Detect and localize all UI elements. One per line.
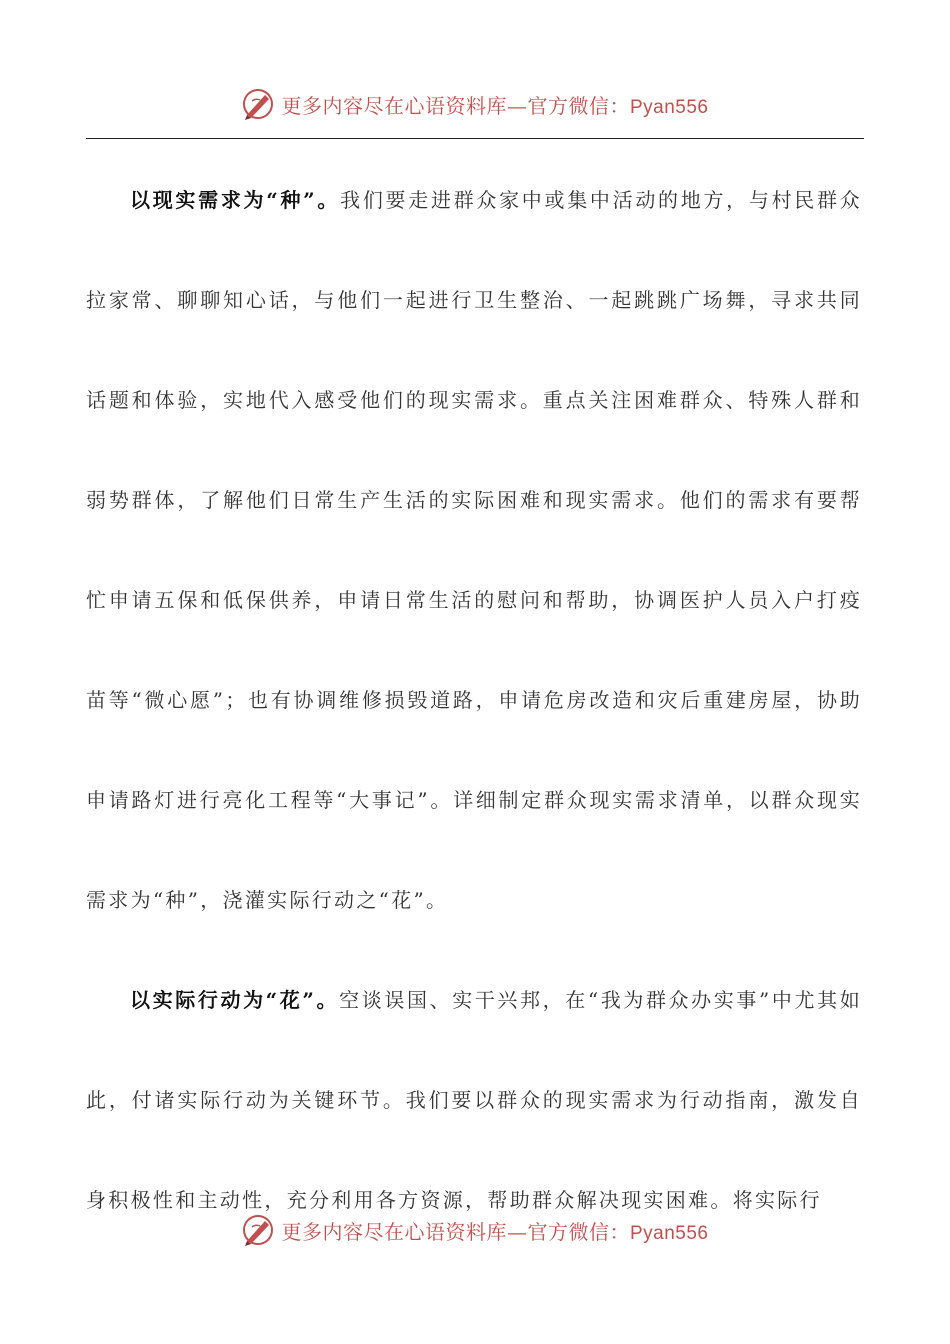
paragraph-1 [86,150,862,950]
pen-logo-icon [241,1213,275,1247]
footer-wechat-id: Pyan556 [629,1222,709,1244]
header-banner-label: 更多内容尽在心语资料库—官方微信： [281,93,630,118]
document-body [86,150,862,1250]
paragraph-2-lead: 以实际行动为“花”。 [130,988,340,1012]
footer-banner [0,1210,950,1250]
paragraph-1-lead: 以现实需求为“种”。 [130,188,341,212]
pen-logo-icon [241,87,275,121]
header-divider [86,138,864,139]
header-wechat-id: Pyan556 [629,96,709,118]
header-banner [0,84,950,124]
footer-banner-text [281,1216,708,1245]
header-banner-text [281,90,708,119]
paragraph-1-text: 我们要走进群众家中或集中活动的地方，与村民群众拉家常、聊聊知心话，与他们一起进行卫生整治、一起跳跳广场舞，寻求共同话题和体验，实地代入感受他们的现实需求。重点关注困难群众、特殊人群和弱势群体，了解他们日常生产生活的实际困难和现实需求。他们的需求有要帮忙申请五保和低保供养，申请日常生活的慰问和帮助，协调医护人员入户打疫苗等“微心愿”；也有协调维修损毁道路，申请危房改造和灾后重建房屋，协助申请路灯进行亮化工程等“大事记”。详细制定群众现实需求清单，以群众现实需求为“种”，浇灌实际行动之“花”。 [86,188,862,912]
paragraph-2-text: 空谈误国、实干兴邦，在“我为群众办实事”中尤其如此，付诸实际行动为关键环节。我们要以群众的现实需求为行动指南，激发自身积极性和主动性，充分利用各方资源，帮助群众解决现实困难。将实际行 [86,988,862,1212]
paragraph-2 [86,950,862,1250]
footer-banner-label: 更多内容尽在心语资料库—官方微信： [281,1219,630,1244]
